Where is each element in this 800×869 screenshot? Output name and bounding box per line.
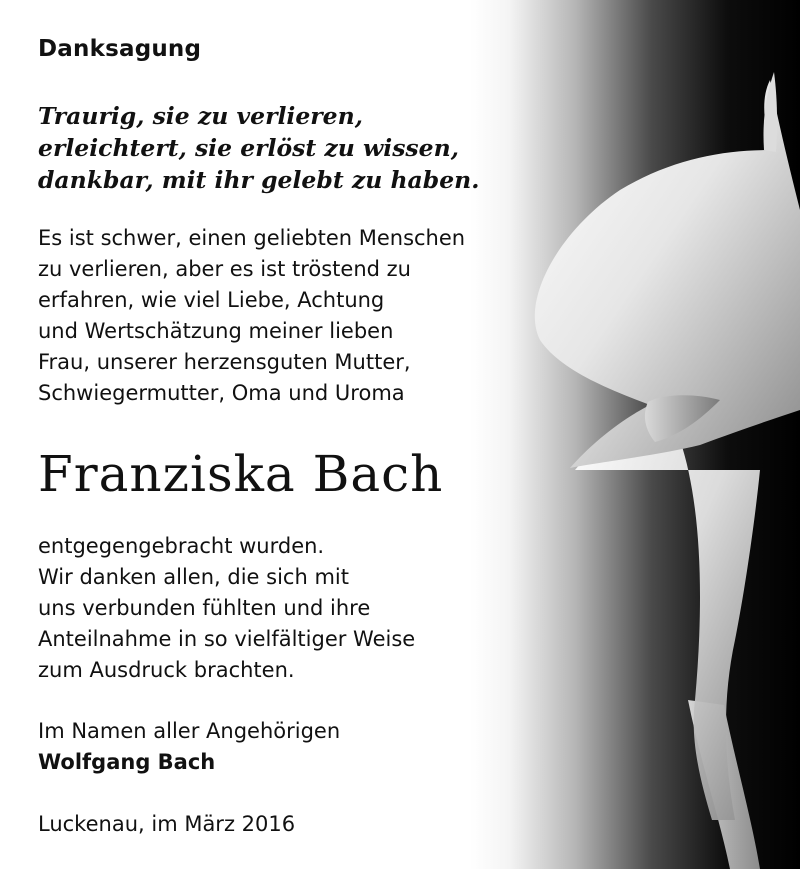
intro-line: und Wertschätzung meiner lieben: [38, 319, 394, 343]
intro-line: erfahren, wie viel Liebe, Achtung: [38, 288, 385, 312]
thanks-line: Wir danken allen, die sich mit: [38, 565, 349, 589]
poem-line: Traurig, sie zu verlieren,: [38, 102, 363, 130]
poem-line: dankbar, mit ihr gelebt zu haben.: [38, 166, 480, 194]
poem: [38, 100, 479, 196]
intro-paragraph: [38, 223, 465, 409]
thanks-line: zum Ausdruck brachten.: [38, 658, 295, 682]
intro-line: Frau, unserer herzensguten Mutter,: [38, 350, 411, 374]
thanks-line: Anteilnahme in so vielfältiger Weise: [38, 627, 416, 651]
intro-line: Schwiegermutter, Oma und Uroma: [38, 381, 405, 405]
intro-line: zu verlieren, aber es ist tröstend zu: [38, 257, 411, 281]
poem-line: erleichtert, sie erlöst zu wissen,: [38, 134, 459, 162]
heading: Danksagung: [38, 36, 202, 62]
thanks-line: uns verbunden fühlten und ihre: [38, 596, 371, 620]
thanks-line: entgegengebracht wurden.: [38, 534, 325, 558]
intro-line: Es ist schwer, einen geliebten Menschen: [38, 226, 466, 250]
signer-name: Wolfgang Bach: [38, 750, 216, 774]
place-date: Luckenau, im März 2016: [38, 812, 296, 836]
signature-block: [38, 716, 340, 778]
deceased-name: Franziska Bach: [38, 445, 444, 503]
on-behalf-text: Im Namen aller Angehörigen: [38, 719, 341, 743]
thanks-paragraph: [38, 531, 415, 686]
